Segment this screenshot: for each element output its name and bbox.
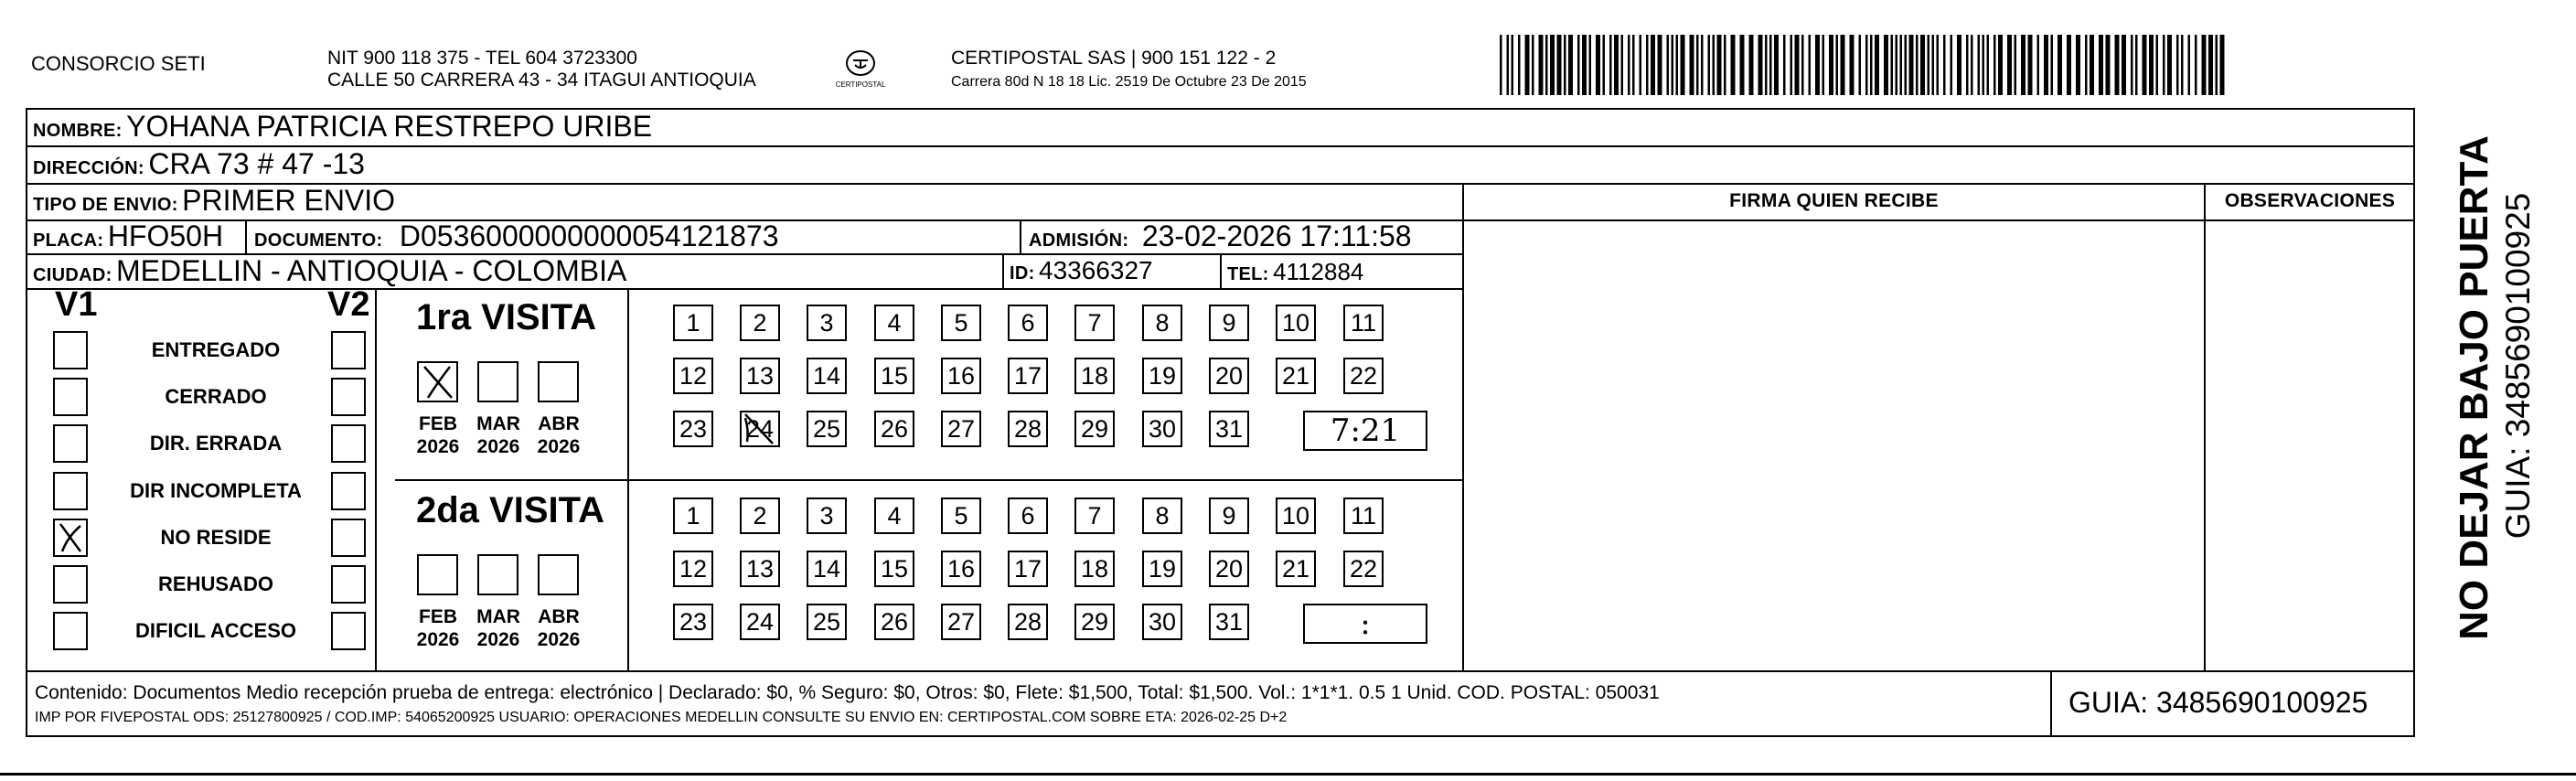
visit-title: 1ra VISITA xyxy=(416,297,597,337)
documento-value: D0536000000000054121873 xyxy=(399,219,779,252)
day-number: 7 xyxy=(1087,308,1102,337)
day-number: 3 xyxy=(819,308,834,337)
day-box[interactable] xyxy=(874,411,914,447)
placa-label: PLACA: xyxy=(33,230,104,251)
day-number: 18 xyxy=(1080,554,1109,583)
day-box[interactable] xyxy=(1142,497,1182,534)
status-label: NO RESIDE xyxy=(160,526,272,549)
day-box[interactable] xyxy=(1142,604,1182,640)
day-box[interactable] xyxy=(1142,551,1182,587)
ciudad-value: MEDELLIN - ANTIOQUIA - COLOMBIA xyxy=(116,254,627,287)
footer-contenido: Contenido: Documentos Medio recepción prueba de entrega: electrónico | Declarado: $0, % Seguro: $0, Otros: $0, Flete: $1,500, Total: $1,500. Vol.: 1*1*1. 0.5 1 Unid. COD. POSTAL: 050031 xyxy=(35,682,1660,703)
day-box[interactable] xyxy=(1074,358,1115,394)
v1-checkbox[interactable] xyxy=(53,565,88,604)
barcode xyxy=(1500,35,2231,97)
v1-checkbox[interactable] xyxy=(53,378,88,416)
v2-label: V2 xyxy=(327,285,370,324)
day-box[interactable] xyxy=(1209,411,1249,447)
status-label: DIR INCOMPLETA xyxy=(130,479,302,502)
direccion-field xyxy=(33,147,365,181)
day-box[interactable] xyxy=(874,305,914,341)
month-label: MAR 2026 xyxy=(476,413,520,458)
day-number: 18 xyxy=(1080,361,1109,390)
day-number: 16 xyxy=(946,554,976,583)
day-box[interactable] xyxy=(1209,305,1249,341)
day-number: 17 xyxy=(1013,361,1042,390)
day-number: 16 xyxy=(946,361,976,390)
day-number: 29 xyxy=(1080,414,1109,443)
v1-checkbox[interactable] xyxy=(53,472,88,510)
day-number: 10 xyxy=(1281,501,1310,530)
day-box[interactable] xyxy=(807,411,847,447)
day-box[interactable] xyxy=(874,604,914,640)
day-number: 17 xyxy=(1013,554,1042,583)
day-number: 24 xyxy=(745,607,775,636)
v2-checkbox[interactable] xyxy=(331,331,366,369)
company-name: CONSORCIO SETI xyxy=(31,52,206,75)
v2-checkbox[interactable] xyxy=(331,378,366,416)
day-box[interactable] xyxy=(941,604,981,640)
month-checkbox[interactable] xyxy=(538,361,579,402)
month-checkbox[interactable] xyxy=(417,361,458,402)
day-box[interactable] xyxy=(740,497,780,534)
status-label: REHUSADO xyxy=(158,572,273,595)
v2-checkbox[interactable] xyxy=(331,472,366,510)
day-number: 19 xyxy=(1148,361,1177,390)
documento-label: DOCUMENTO: xyxy=(254,230,383,251)
month-label: MAR 2026 xyxy=(476,606,520,651)
day-number: 22 xyxy=(1349,361,1378,390)
time-field[interactable]: 7:21 xyxy=(1303,411,1427,451)
day-number: 2 xyxy=(753,308,767,337)
day-box[interactable] xyxy=(740,604,780,640)
footer-imp: IMP POR FIVEPOSTAL ODS: 25127800925 / COD.IMP: 54065200925 USUARIO: OPERACIONES MEDELLIN CONSULTE SU ENVIO EN: CERTIPOSTAL.COM SOBRE ETA: 2026-02-25 D+2 xyxy=(35,710,1288,725)
day-box[interactable] xyxy=(941,497,981,534)
day-number: 2 xyxy=(753,501,767,530)
day-box[interactable] xyxy=(941,551,981,587)
day-number: 1 xyxy=(686,308,700,337)
placa-value: HFO50H xyxy=(107,219,224,252)
day-box[interactable] xyxy=(1209,551,1249,587)
check-mark-icon xyxy=(55,520,86,555)
day-box[interactable] xyxy=(941,358,981,394)
day-box[interactable] xyxy=(740,358,780,394)
direccion-value: CRA 73 # 47 -13 xyxy=(148,147,365,180)
side-warning: NO DEJAR BAJO PUERTA xyxy=(2452,135,2496,640)
month-label: ABR 2026 xyxy=(537,606,581,651)
nombre-value: YOHANA PATRICIA RESTREPO URIBE xyxy=(126,110,653,143)
day-box[interactable] xyxy=(1142,305,1182,341)
day-box[interactable] xyxy=(1008,497,1048,534)
certipostal-logo xyxy=(828,48,893,93)
direccion-label: DIRECCIÓN: xyxy=(33,158,144,178)
day-box[interactable] xyxy=(1343,305,1384,341)
day-number: 20 xyxy=(1214,554,1244,583)
v1-checkbox[interactable] xyxy=(53,331,88,369)
day-number: 23 xyxy=(679,414,708,443)
day-number: 29 xyxy=(1080,607,1109,636)
documento-field xyxy=(254,219,779,253)
day-box[interactable] xyxy=(673,411,713,447)
day-box[interactable] xyxy=(673,604,713,640)
v1-checkbox[interactable] xyxy=(53,519,88,557)
day-number: 31 xyxy=(1214,414,1244,443)
day-number: 8 xyxy=(1155,501,1170,530)
day-number: 6 xyxy=(1021,308,1035,337)
day-box[interactable] xyxy=(874,551,914,587)
svg-text:CERTIPOSTAL: CERTIPOSTAL xyxy=(835,80,886,89)
day-box[interactable] xyxy=(1343,551,1384,587)
license-line: Carrera 80d N 18 18 Lic. 2519 De Octubre 23 De 2015 xyxy=(951,74,1307,90)
day-number: 5 xyxy=(954,501,968,530)
day-number: 4 xyxy=(887,501,902,530)
nit-line: NIT 900 118 375 - TEL 604 3723300 xyxy=(327,48,637,69)
day-box[interactable] xyxy=(941,411,981,447)
month-checkbox[interactable] xyxy=(417,554,458,595)
month-checkbox[interactable] xyxy=(477,361,518,402)
day-number: 13 xyxy=(745,554,775,583)
visit-title: 2da VISITA xyxy=(416,490,604,530)
month-label: FEB 2026 xyxy=(416,606,460,651)
day-box[interactable] xyxy=(1209,604,1249,640)
day-number: 23 xyxy=(679,607,708,636)
check-mark-icon xyxy=(419,363,456,401)
month-label: ABR 2026 xyxy=(537,413,581,458)
day-box[interactable] xyxy=(807,497,847,534)
day-box[interactable] xyxy=(1343,497,1384,534)
day-box[interactable] xyxy=(1209,358,1249,394)
day-box[interactable] xyxy=(1008,604,1048,640)
day-number: 12 xyxy=(679,554,708,583)
day-box[interactable] xyxy=(1276,358,1316,394)
day-box[interactable] xyxy=(673,497,713,534)
tel-label: TEL: xyxy=(1227,264,1269,284)
status-label: ENTREGADO xyxy=(151,338,281,361)
tipo-envio-value: PRIMER ENVIO xyxy=(182,184,396,217)
day-box[interactable] xyxy=(1008,551,1048,587)
ciudad-field xyxy=(33,254,626,288)
day-number: 25 xyxy=(812,414,841,443)
day-number: 11 xyxy=(1350,501,1377,530)
day-box[interactable] xyxy=(1142,358,1182,394)
day-box[interactable] xyxy=(1074,551,1115,587)
firma-header: FIRMA QUIEN RECIBE xyxy=(1729,190,1939,211)
day-number: 12 xyxy=(679,361,708,390)
day-number: 28 xyxy=(1013,414,1042,443)
v2-checkbox[interactable] xyxy=(331,424,366,463)
day-box[interactable] xyxy=(1074,305,1115,341)
day-box[interactable] xyxy=(941,305,981,341)
day-box[interactable] xyxy=(1008,358,1048,394)
day-number: 5 xyxy=(954,308,968,337)
status-label: CERRADO xyxy=(165,385,267,408)
v2-checkbox[interactable] xyxy=(331,612,366,650)
v1-checkbox[interactable] xyxy=(53,612,88,650)
day-number: 30 xyxy=(1148,607,1177,636)
day-box[interactable] xyxy=(1142,411,1182,447)
day-number: 21 xyxy=(1281,554,1310,583)
day-number: 24 xyxy=(745,414,775,443)
day-number: 3 xyxy=(819,501,834,530)
day-number: 15 xyxy=(880,361,909,390)
tel-value: 4112884 xyxy=(1273,258,1364,285)
day-number: 7 xyxy=(1087,501,1102,530)
day-number: 13 xyxy=(745,361,775,390)
placa-field xyxy=(33,219,223,253)
month-checkbox[interactable] xyxy=(538,554,579,595)
day-box[interactable] xyxy=(740,305,780,341)
day-box[interactable] xyxy=(1008,305,1048,341)
day-number: 26 xyxy=(880,607,909,636)
admision-field xyxy=(1029,219,1412,253)
cross-mark-icon xyxy=(742,412,778,445)
status-label: DIR. ERRADA xyxy=(149,432,283,455)
day-number: 15 xyxy=(880,554,909,583)
day-box[interactable] xyxy=(1209,497,1249,534)
day-number: 14 xyxy=(812,361,841,390)
day-box[interactable] xyxy=(740,551,780,587)
day-number: 11 xyxy=(1350,308,1377,337)
day-number: 19 xyxy=(1148,554,1177,583)
ciudad-label: CIUDAD: xyxy=(33,265,112,285)
day-number: 20 xyxy=(1214,361,1244,390)
address-line: CALLE 50 CARRERA 43 - 34 ITAGUI ANTIOQUIA xyxy=(327,70,756,91)
day-box[interactable] xyxy=(807,358,847,394)
day-box[interactable] xyxy=(874,358,914,394)
day-number: 21 xyxy=(1281,361,1310,390)
day-box[interactable] xyxy=(1276,497,1316,534)
day-number: 27 xyxy=(946,607,976,636)
id-label: ID: xyxy=(1010,263,1035,284)
v1-checkbox[interactable] xyxy=(53,424,88,463)
status-label: DIFICIL ACCESO xyxy=(134,619,296,642)
admision-label: ADMISIÓN: xyxy=(1029,230,1129,251)
observaciones-header: OBSERVACIONES xyxy=(2224,190,2396,211)
v1-label: V1 xyxy=(55,285,98,324)
tipo-envio-label: TIPO DE ENVIO: xyxy=(33,195,178,215)
day-box[interactable] xyxy=(807,551,847,587)
side-guia: GUIA: 3485690100925 xyxy=(2499,192,2537,540)
day-box[interactable] xyxy=(1343,358,1384,394)
day-number: 22 xyxy=(1349,554,1378,583)
day-number: 27 xyxy=(946,414,976,443)
v2-checkbox[interactable] xyxy=(331,519,366,557)
day-box[interactable] xyxy=(1074,411,1115,447)
day-number: 10 xyxy=(1281,308,1310,337)
day-box[interactable] xyxy=(807,305,847,341)
nombre-field xyxy=(33,110,652,144)
day-number: 6 xyxy=(1021,501,1035,530)
v2-checkbox[interactable] xyxy=(331,565,366,604)
day-box[interactable] xyxy=(740,411,780,447)
admision-value: 23-02-2026 17:11:58 xyxy=(1141,219,1412,252)
month-label: FEB 2026 xyxy=(416,413,460,458)
day-number: 9 xyxy=(1222,308,1236,337)
day-number: 14 xyxy=(812,554,841,583)
day-box[interactable] xyxy=(673,305,713,341)
tipo-envio-field xyxy=(33,184,395,218)
day-box[interactable] xyxy=(1008,411,1048,447)
day-number: 28 xyxy=(1013,607,1042,636)
day-box[interactable] xyxy=(1276,305,1316,341)
day-box[interactable] xyxy=(1074,497,1115,534)
day-box[interactable] xyxy=(807,604,847,640)
nombre-label: NOMBRE: xyxy=(33,121,123,141)
day-number: 30 xyxy=(1148,414,1177,443)
day-box[interactable] xyxy=(874,497,914,534)
id-field xyxy=(1010,256,1153,285)
day-number: 8 xyxy=(1155,308,1170,337)
id-value: 43366327 xyxy=(1039,256,1153,284)
certipostal-line: CERTIPOSTAL SAS | 900 151 122 - 2 xyxy=(951,48,1277,69)
day-number: 9 xyxy=(1222,501,1236,530)
day-box[interactable] xyxy=(1276,551,1316,587)
day-number: 31 xyxy=(1214,607,1244,636)
day-number: 1 xyxy=(686,501,700,530)
footer-guia: GUIA: 3485690100925 xyxy=(2068,686,2368,719)
day-number: 25 xyxy=(812,607,841,636)
day-box[interactable] xyxy=(673,551,713,587)
day-number: 4 xyxy=(887,308,902,337)
day-number: 26 xyxy=(880,414,909,443)
tel-field xyxy=(1227,258,1363,286)
day-box[interactable] xyxy=(1074,604,1115,640)
time-field[interactable]: : xyxy=(1303,604,1427,644)
month-checkbox[interactable] xyxy=(477,554,518,595)
day-box[interactable] xyxy=(673,358,713,394)
